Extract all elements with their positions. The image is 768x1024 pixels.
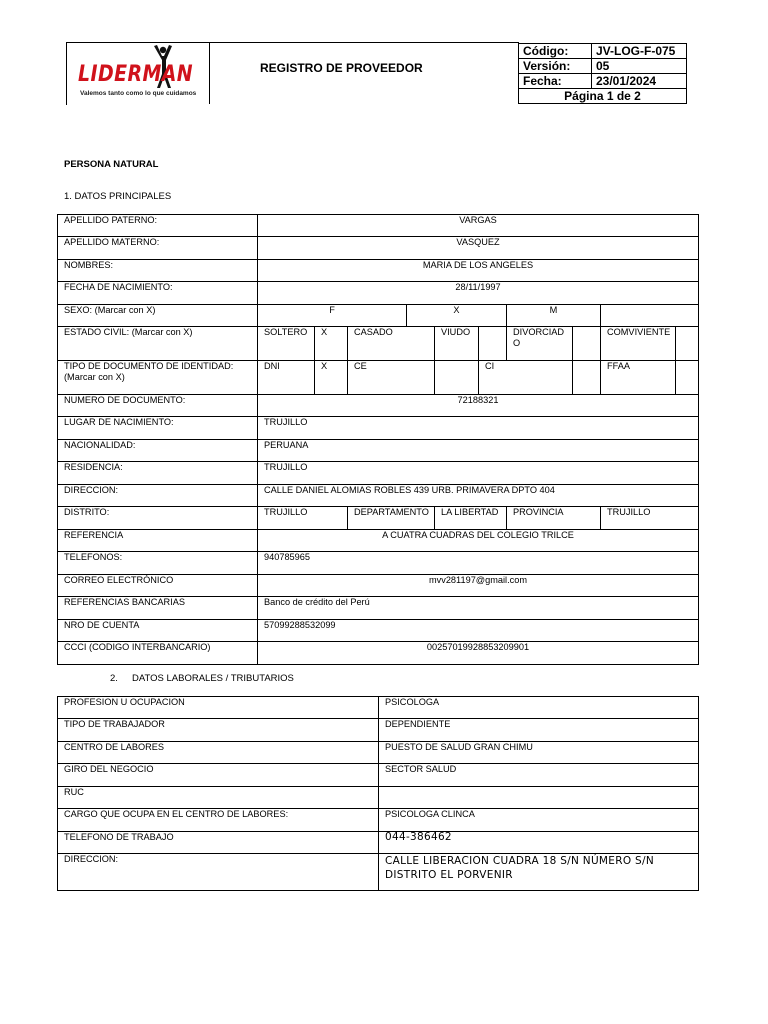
numero-documento-value: 72188321 [258, 395, 699, 417]
nombres-label: NOMBRES: [58, 260, 258, 282]
giro-negocio-value: SECTOR SALUD [379, 764, 699, 787]
sexo-m: M [507, 305, 601, 327]
codigo-value: JV-LOG-F-075 [592, 44, 687, 59]
persona-natural-heading: PERSONA NATURAL [64, 159, 159, 170]
fecha-value: 23/01/2024 [592, 74, 687, 89]
fecha-nacimiento-label: FECHA DE NACIMIENTO: [58, 282, 258, 305]
tipo-trabajador-value: DEPENDIENTE [379, 719, 699, 742]
logo-wordmark: LIDERMAN [78, 62, 194, 87]
ffaa-label: FFAA [601, 361, 676, 395]
cci-label: CCCI (CODIGO INTERBANCARIO) [58, 642, 258, 665]
direccion-trabajo-label: DIRECCION: [58, 854, 379, 891]
departamento-value: LA LIBERTAD [435, 507, 507, 530]
apellido-materno-label: APELLIDO MATERNO: [58, 237, 258, 260]
apellido-paterno-label: APELLIDO PATERNO: [58, 215, 258, 237]
dni-mark: X [315, 361, 348, 395]
distrito-value: TRUJILLO [258, 507, 348, 530]
fecha-label: Fecha: [519, 74, 592, 89]
page-number: Página 1 de 2 [519, 89, 687, 104]
nombres-value: MARIA DE LOS ANGELES [258, 260, 699, 282]
ruc-label: RUC [58, 787, 379, 809]
ce-label: CE [348, 361, 435, 395]
referencias-bancarias-value: Banco de crédito del Perú [258, 597, 699, 620]
departamento-label: DEPARTAMENTO [348, 507, 435, 530]
cargo-value: PSICOLOGA CLINCA [379, 809, 699, 832]
profesion-label: PROFESION U OCUPACION [58, 697, 379, 719]
referencia-label: REFERENCIA [58, 530, 258, 552]
sexo-label: SEXO: (Marcar con X) [58, 305, 258, 327]
tipo-trabajador-label: TIPO DE TRABAJADOR [58, 719, 379, 742]
telefonos-value: 940785965 [258, 552, 699, 575]
fecha-nacimiento-value: 28/11/1997 [258, 282, 699, 305]
correo-label: CORREO ELECTRÓNICO [58, 575, 258, 597]
ruc-value [379, 787, 699, 809]
ci-label: CI [479, 361, 573, 395]
dni-label: DNI [258, 361, 315, 395]
version-value: 05 [592, 59, 687, 74]
giro-negocio-label: GIRO DEL NEGOCIO [58, 764, 379, 787]
estado-civil-label: ESTADO CIVIL: (Marcar con X) [58, 327, 258, 361]
divorciado-label: DIVORCIAD O [507, 327, 573, 361]
direccion-value: CALLE DANIEL ALOMIAS ROBLES 439 URB. PRIMAVERA DPTO 404 [258, 485, 699, 507]
residencia-value: TRUJILLO [258, 462, 699, 485]
lugar-nacimiento-value: TRUJILLO [258, 417, 699, 440]
logo-tagline: Valemos tanto como lo que cuidamos [80, 90, 197, 97]
direccion-label: DIRECCION: [58, 485, 258, 507]
datos-principales-table [57, 214, 699, 665]
provincia-value: TRUJILLO [601, 507, 699, 530]
nacionalidad-value: PERUANA [258, 440, 699, 462]
nacionalidad-label: NACIONALIDAD: [58, 440, 258, 462]
sexo-empty [601, 305, 699, 327]
soltero-mark: X [315, 327, 348, 361]
provincia-label: PROVINCIA [507, 507, 601, 530]
header-divider [209, 42, 210, 104]
soltero-label: SOLTERO [258, 327, 315, 361]
ci-box [573, 361, 601, 395]
ffaa-box [676, 361, 699, 395]
conviviente-box [676, 327, 699, 361]
datos-laborales-table [57, 696, 699, 891]
viudo-label: VIUDO [435, 327, 479, 361]
correo-value: mvv281197@gmail.com [258, 575, 699, 597]
nro-cuenta-label: NRO DE CUENTA [58, 620, 258, 642]
referencia-value: A CUATRA CUADRAS DEL COLEGIO TRILCE [258, 530, 699, 552]
section2-number: 2. [110, 673, 118, 684]
cci-value: 00257019928853209901 [258, 642, 699, 665]
sexo-mark: X [407, 305, 507, 327]
divorciado-box [573, 327, 601, 361]
residencia-label: RESIDENCIA: [58, 462, 258, 485]
nro-cuenta-value: 57099288532099 [258, 620, 699, 642]
ce-box [435, 361, 479, 395]
telefonos-label: TELEFONOS: [58, 552, 258, 575]
conviviente-label: COMVIVIENTE [601, 327, 676, 361]
document-title: REGISTRO DE PROVEEDOR [260, 61, 423, 75]
viudo-box [479, 327, 507, 361]
codigo-label: Código: [519, 44, 592, 59]
referencias-bancarias-label: REFERENCIAS BANCARIAS [58, 597, 258, 620]
profesion-value: PSICOLOGA [379, 697, 699, 719]
tipo-documento-label: TIPO DE DOCUMENTO DE IDENTIDAD: (Marcar con X) [58, 361, 258, 395]
telefono-trabajo-label: TELEFONO DE TRABAJO [58, 832, 379, 854]
lugar-nacimiento-label: LUGAR DE NACIMIENTO: [58, 417, 258, 440]
telefono-trabajo-value: 044-386462 [379, 832, 699, 854]
sexo-f: F [258, 305, 407, 327]
distrito-label: DISTRITO: [58, 507, 258, 530]
apellido-paterno-value: VARGAS [258, 215, 699, 237]
cargo-label: CARGO QUE OCUPA EN EL CENTRO DE LABORES: [58, 809, 379, 832]
casado-label: CASADO [348, 327, 435, 361]
version-label: Versión: [519, 59, 592, 74]
direccion-trabajo-value: CALLE LIBERACION CUADRA 18 S/N NÚMERO S/N DISTRITO EL PORVENIR [379, 854, 699, 891]
centro-labores-value: PUESTO DE SALUD GRAN CHIMU [379, 742, 699, 764]
numero-documento-label: NUMERO DE DOCUMENTO: [58, 395, 258, 417]
centro-labores-label: CENTRO DE LABORES [58, 742, 379, 764]
document-meta-table [518, 43, 687, 104]
section2-title: DATOS LABORALES / TRIBUTARIOS [132, 673, 294, 684]
liderman-logo [76, 44, 206, 102]
apellido-materno-value: VASQUEZ [258, 237, 699, 260]
section1-title: 1. DATOS PRINCIPALES [64, 191, 172, 202]
